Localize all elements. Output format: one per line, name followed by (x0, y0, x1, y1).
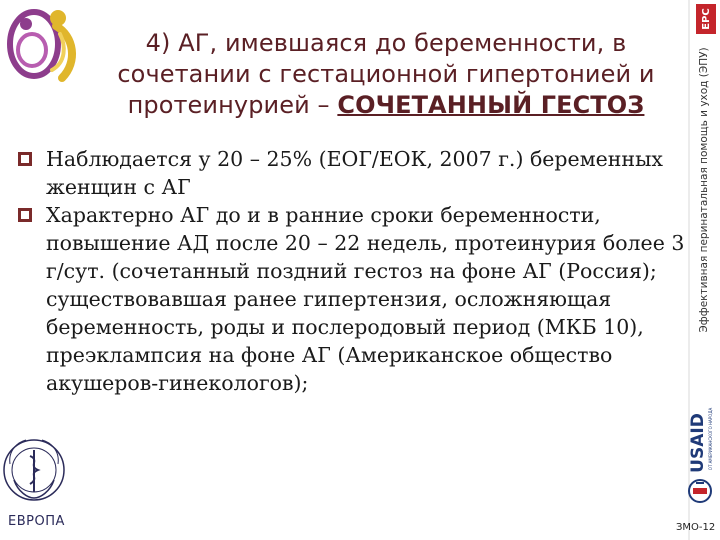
epc-logo-text: EPC (701, 8, 712, 30)
epc-logo-icon (696, 4, 716, 34)
square-bullet-icon (18, 152, 32, 166)
side-caption-text: Эффективная перинатальная помощь и уход (ЭПУ) (698, 47, 710, 333)
side-caption (696, 34, 712, 346)
title-line-1: 4) АГ, имевшаяся до беременности, в (145, 29, 627, 57)
usaid-logo-icon (686, 395, 718, 505)
title-emphasis: СОЧЕТАННЫЙ ГЕСТОЗ (337, 91, 645, 119)
title-line-2: сочетании с гестационной гипертонией и (117, 60, 655, 88)
usaid-label: USAID (688, 413, 708, 473)
bullet-list (18, 145, 690, 397)
usaid-sub: ОТ АМЕРИКАНСКОГО НАРОДА (708, 407, 713, 471)
square-bullet-icon (18, 208, 32, 222)
slide-number: ЗМО-12 (676, 522, 716, 533)
bullet-item (18, 145, 690, 201)
bullet-text: Наблюдается у 20 – 25% (ЕОГ/ЕОК, 2007 г.) беременных женщин с АГ (46, 147, 663, 199)
title-line-3-prefix: протеинурией – (127, 91, 338, 119)
bullet-text: Характерно АГ до и в ранние сроки беременности, повышение АД после 20 – 22 недель, протеинурия более 3 г/сут. (сочетанный поздний гестоз на фоне АГ (Россия); существовавшая ранее гипертензия, осложняющая беременность, роды и послеродовый период (МКБ 10), преэклампсия на фоне АГ (Американское общество акушеров-гинекологов); (46, 203, 685, 395)
title-line-3 (96, 90, 676, 121)
bullet-item (18, 201, 690, 397)
slide-title (96, 28, 676, 121)
who-emblem-icon (0, 420, 80, 524)
mother-baby-logo-icon (2, 4, 88, 84)
who-europe-label: ЕВРОПА (8, 514, 65, 529)
